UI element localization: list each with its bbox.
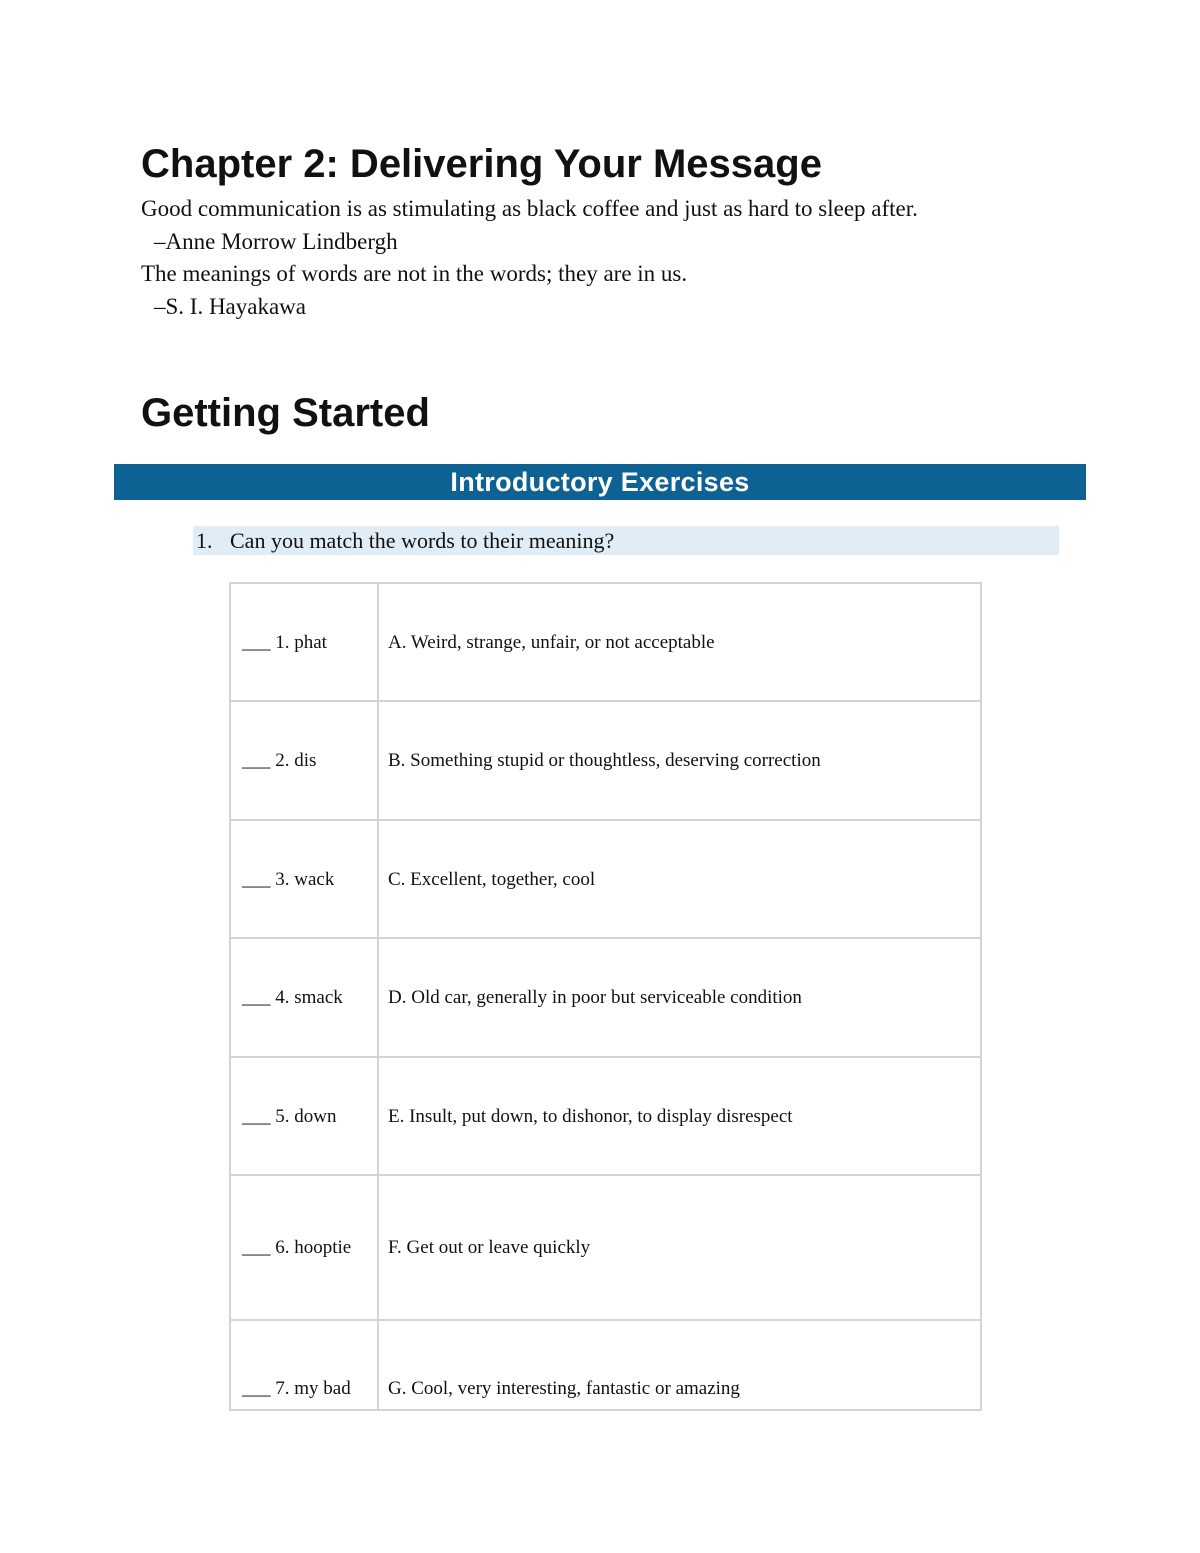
definition-cell: C. Excellent, together, cool — [378, 820, 981, 938]
table-row — [230, 820, 981, 938]
table-row — [230, 583, 981, 701]
quote-text: The meanings of words are not in the words; they are in us. — [141, 261, 688, 286]
quote-author: –Anne Morrow Lindbergh — [154, 228, 398, 254]
question-item — [193, 526, 1059, 555]
epigraph-quotes — [141, 193, 1041, 323]
quote-text: Good communication is as stimulating as black coffee and just as hard to sleep after. — [141, 196, 918, 221]
table-row — [230, 1057, 981, 1175]
definition-cell: F. Get out or leave quickly — [378, 1175, 981, 1320]
term-cell: ___ 6. hooptie — [230, 1175, 378, 1320]
term-cell: ___ 3. wack — [230, 820, 378, 938]
term-cell: ___ 4. smack — [230, 938, 378, 1057]
quote-author: –S. I. Hayakawa — [154, 293, 307, 319]
term-cell: ___ 2. dis — [230, 701, 378, 820]
question-text: Can you match the words to their meaning? — [230, 528, 615, 553]
term-cell: ___ 1. phat — [230, 583, 378, 701]
table-row — [230, 1175, 981, 1320]
chapter-title: Chapter 2: Delivering Your Message — [141, 142, 822, 186]
definition-cell: A. Weird, strange, unfair, or not acceptable — [378, 583, 981, 701]
table-row — [230, 938, 981, 1057]
table-row — [230, 701, 981, 820]
matching-table — [229, 582, 982, 1411]
term-cell: ___ 5. down — [230, 1057, 378, 1175]
definition-cell: E. Insult, put down, to dishonor, to display disrespect — [378, 1057, 981, 1175]
question-number: 1. — [196, 528, 213, 553]
definition-cell: D. Old car, generally in poor but serviceable condition — [378, 938, 981, 1057]
term-cell: ___ 7. my bad — [230, 1320, 378, 1410]
section-title: Getting Started — [141, 391, 430, 435]
exercise-banner-title: Introductory Exercises — [450, 466, 750, 497]
definition-cell: G. Cool, very interesting, fantastic or amazing — [378, 1320, 981, 1410]
exercise-banner — [114, 464, 1086, 500]
definition-cell: B. Something stupid or thoughtless, deserving correction — [378, 701, 981, 820]
table-row — [230, 1320, 981, 1410]
